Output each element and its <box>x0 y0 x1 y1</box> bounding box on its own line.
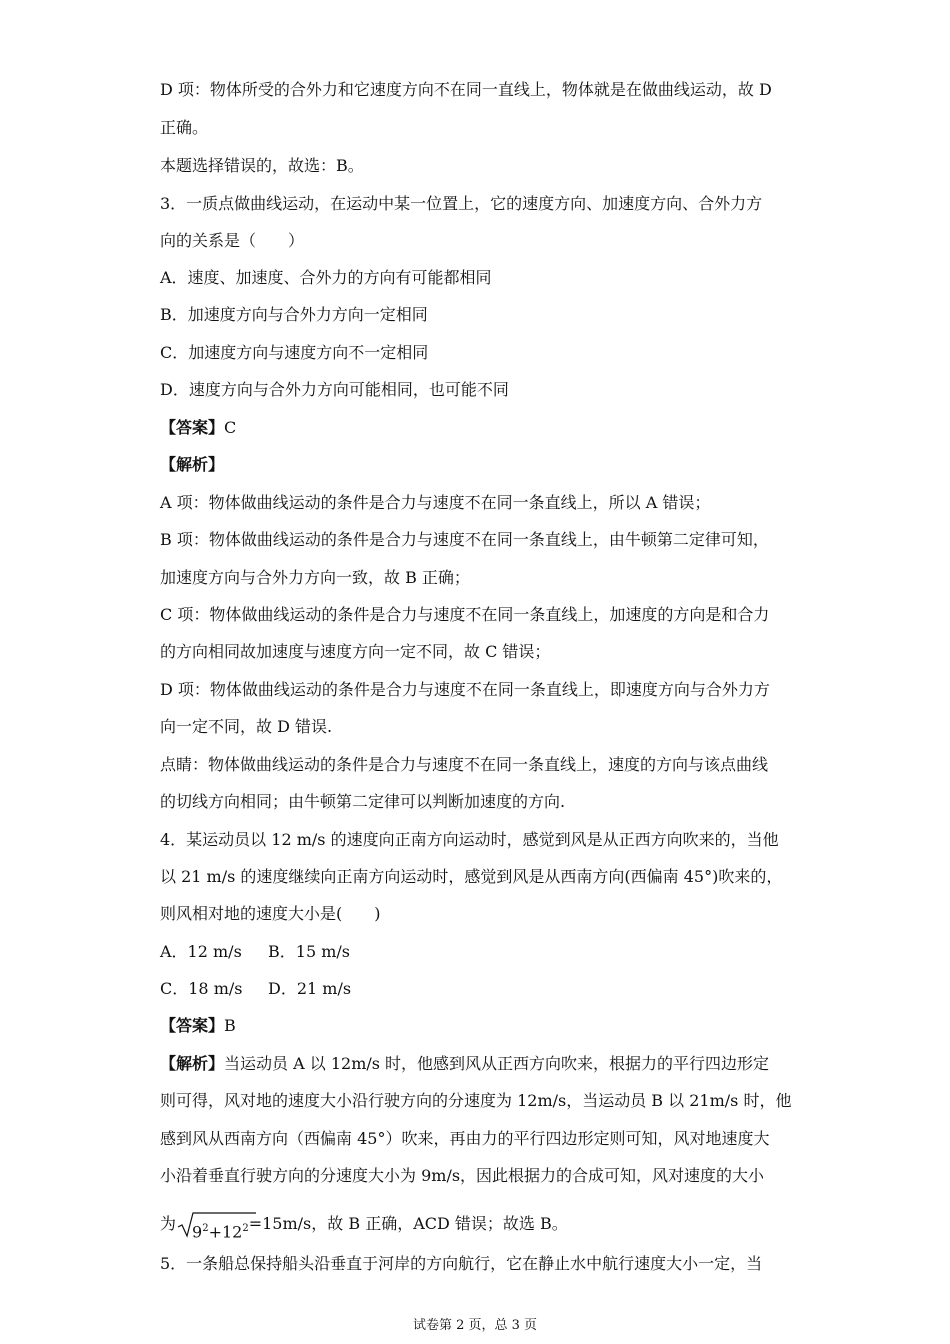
text-line: D 项：物体所受的合外力和它速度方向不在同一直线上，物体就是在做曲线运动，故 D <box>160 80 772 99</box>
analysis-line: 小沿着垂直行驶方向的分速度大小为 9m/s，因此根据力的合成可知，风对速度的大小 <box>160 1166 765 1185</box>
radicand-exponent: 2 <box>202 1222 209 1234</box>
analysis-line: 加速度方向与合外力方向一致，故 B 正确； <box>160 568 470 587</box>
answer-value: B <box>224 1016 236 1035</box>
analysis-line: 点睛：物体做曲线运动的条件是合力与速度不在同一条直线上，速度的方向与该点曲线 <box>160 755 769 774</box>
question-4-options-row <box>160 942 350 962</box>
analysis-line-formula <box>160 1210 568 1239</box>
analysis-line: 向一定不同，故 D 错误. <box>160 717 333 736</box>
question-4-option-b: B．15 m/s <box>268 942 350 961</box>
radicand-base: 9 <box>192 1221 203 1241</box>
question-3-option-c: C．加速度方向与速度方向不一定相同 <box>160 343 429 362</box>
question-3-stem: 3．一质点做曲线运动，在运动中某一位置上，它的速度方向、加速度方向、合外力方 <box>160 194 763 213</box>
formula-prefix: 为 <box>160 1214 177 1233</box>
analysis-line: 的方向相同故加速度与速度方向一定不同，故 C 错误； <box>160 642 551 661</box>
question-3-stem: 向的关系是（ ） <box>160 231 305 250</box>
question-3-option-a: A．速度、加速度、合外力的方向有可能都相同 <box>160 268 492 287</box>
analysis-line <box>160 1054 769 1074</box>
page-footer: 试卷第 2 页，总 3 页 <box>412 1318 538 1333</box>
analysis-text: 当运动员 A 以 12m/s 时，他感到风从正西方向吹来，根据力的平行四边形定 <box>224 1054 770 1073</box>
analysis-line: C 项：物体做曲线运动的条件是合力与速度不在同一条直线上，加速度的方向是和合力 <box>160 605 770 624</box>
answer-label: 【答案】 <box>160 1016 225 1035</box>
analysis-line: 则可得，风对地的速度大小沿行驶方向的分速度为 12m/s，当运动员 B 以 21m/s 时，他 <box>160 1091 792 1110</box>
text-line: 正确。 <box>160 118 209 137</box>
question-4-stem: 4．某运动员以 12 m/s 的速度向正南方向运动时，感觉到风是从正西方向吹来的，当他 <box>160 830 779 849</box>
answer-label: 【答案】 <box>160 418 225 437</box>
radical-sign-icon <box>176 1211 256 1239</box>
analysis-label: 【解析】 <box>160 455 225 474</box>
analysis-line: A 项：物体做曲线运动的条件是合力与速度不在同一条直线上，所以 A 错误； <box>160 493 711 512</box>
answer-3 <box>160 418 236 438</box>
question-4-option-c: C．18 m/s <box>160 979 243 998</box>
radicand-exponent: 2 <box>242 1222 249 1234</box>
question-4-option-a: A．12 m/s <box>160 942 242 961</box>
radicand-plus: +12 <box>208 1221 243 1241</box>
square-root-expression <box>176 1211 249 1239</box>
question-3-option-d: D．速度方向与合外力方向可能相同，也可能不同 <box>160 380 509 399</box>
analysis-label: 【解析】 <box>160 1054 225 1073</box>
analysis-line: 感到风从西南方向（西偏南 45°）吹来，再由力的平行四边形定则可知，风对地速度大 <box>160 1129 770 1148</box>
question-3-option-b: B．加速度方向与合外力方向一定相同 <box>160 305 428 324</box>
question-4-options-row <box>160 979 351 999</box>
analysis-line: D 项：物体做曲线运动的条件是合力与速度不在同一条直线上，即速度方向与合外力方 <box>160 680 770 699</box>
answer-value: C <box>224 418 237 437</box>
question-4-stem: 则风相对地的速度大小是( ) <box>160 904 381 923</box>
question-5-stem: 5．一条船总保持船头沿垂直于河岸的方向航行，它在静止水中航行速度大小一定，当 <box>160 1254 763 1273</box>
answer-4 <box>160 1016 236 1036</box>
analysis-line: 的切线方向相同；由牛顿第二定律可以判断加速度的方向. <box>160 792 566 811</box>
question-4-stem: 以 21 m/s 的速度继续向正南方向运动时，感觉到风是从西南方向(西偏南 45°)吹来的， <box>160 867 783 886</box>
analysis-line: B 项：物体做曲线运动的条件是合力与速度不在同一条直线上，由牛顿第二定律可知， <box>160 530 769 549</box>
question-4-option-d: D．21 m/s <box>268 979 352 998</box>
text-line: 本题选择错误的，故选：B。 <box>160 156 364 175</box>
formula-suffix: =15m/s，故 B 正确，ACD 错误；故选 B。 <box>248 1214 568 1233</box>
